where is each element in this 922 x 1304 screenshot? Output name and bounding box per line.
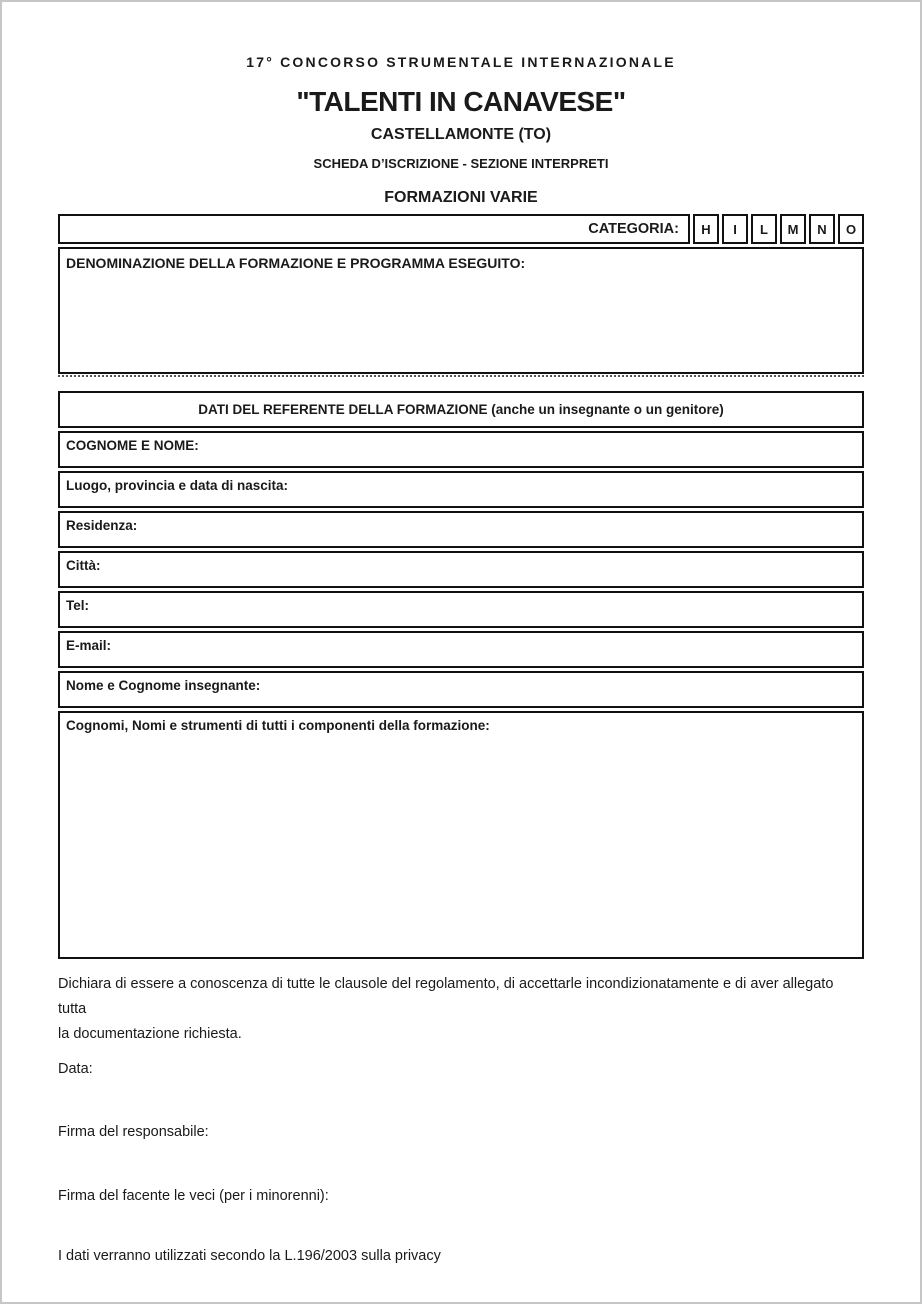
- field-label: COGNOME E NOME:: [66, 438, 199, 453]
- declaration-line-2: la documentazione richiesta.: [58, 1026, 242, 1042]
- field-label: Città:: [66, 558, 101, 573]
- category-label: CATEGORIA:: [588, 221, 679, 237]
- field-row-luogo-nascita[interactable]: [58, 471, 864, 508]
- category-row: [58, 214, 864, 244]
- form-content: [58, 54, 864, 1265]
- field-row-residenza[interactable]: [58, 511, 864, 548]
- formation-program-label: DENOMINAZIONE DELLA FORMAZIONE E PROGRAMMA ESEGUITO:: [66, 255, 526, 271]
- field-row-cognome-nome[interactable]: [58, 431, 864, 468]
- form-subtitle: SCHEDA D’ISCRIZIONE - SEZIONE INTERPRETI: [313, 156, 609, 171]
- field-label: Residenza:: [66, 518, 138, 533]
- members-box-label: Cognomi, Nomi e strumenti di tutti i componenti della formazione:: [66, 718, 490, 733]
- signature-responsabile-field[interactable]: Firma del responsabile:: [58, 1124, 209, 1140]
- competition-title: 17° CONCORSO STRUMENTALE INTERNAZIONALE: [246, 54, 676, 70]
- field-row-citta[interactable]: [58, 551, 864, 588]
- field-label: Luogo, provincia e data di nascita:: [66, 478, 289, 493]
- referente-table: [58, 391, 864, 959]
- field-row-email[interactable]: [58, 631, 864, 668]
- declaration-line-1: Dichiara di essere a conoscenza di tutte le clausole del regolamento, di accettarle incondizionatamente e di aver allegato tutta: [58, 976, 834, 1017]
- dotted-divider: [58, 375, 864, 377]
- field-label: Tel:: [66, 598, 89, 613]
- field-label: E-mail:: [66, 638, 112, 653]
- event-location: CASTELLAMONTE (TO): [370, 126, 552, 143]
- field-row-tel[interactable]: [58, 591, 864, 628]
- formation-program-box[interactable]: [58, 247, 864, 374]
- category-cell-h[interactable]: H: [693, 214, 719, 244]
- category-cell-m[interactable]: M: [780, 214, 806, 244]
- category-cell-o[interactable]: O: [838, 214, 864, 244]
- category-cell-n[interactable]: N: [809, 214, 835, 244]
- field-label: Nome e Cognome insegnante:: [66, 678, 261, 693]
- referente-header-label: DATI DEL REFERENTE DELLA FORMAZIONE (anche un insegnante o un genitore): [198, 402, 724, 417]
- category-cell-l[interactable]: L: [751, 214, 777, 244]
- date-field[interactable]: Data:: [58, 1061, 93, 1077]
- members-box[interactable]: [58, 711, 864, 959]
- declaration-text: [58, 972, 864, 1047]
- privacy-note: I dati verranno utilizzati secondo la L.196/2003 sulla privacy: [58, 1248, 441, 1264]
- category-cell-i[interactable]: I: [722, 214, 748, 244]
- event-name: "TALENTI IN CANAVESE": [296, 86, 626, 117]
- category-label-cell: [58, 214, 690, 244]
- field-row-insegnante[interactable]: [58, 671, 864, 708]
- referente-table-header: [58, 391, 864, 428]
- section-title: FORMAZIONI VARIE: [384, 189, 538, 206]
- signature-facente-veci-field[interactable]: Firma del facente le veci (per i minorenni):: [58, 1188, 329, 1204]
